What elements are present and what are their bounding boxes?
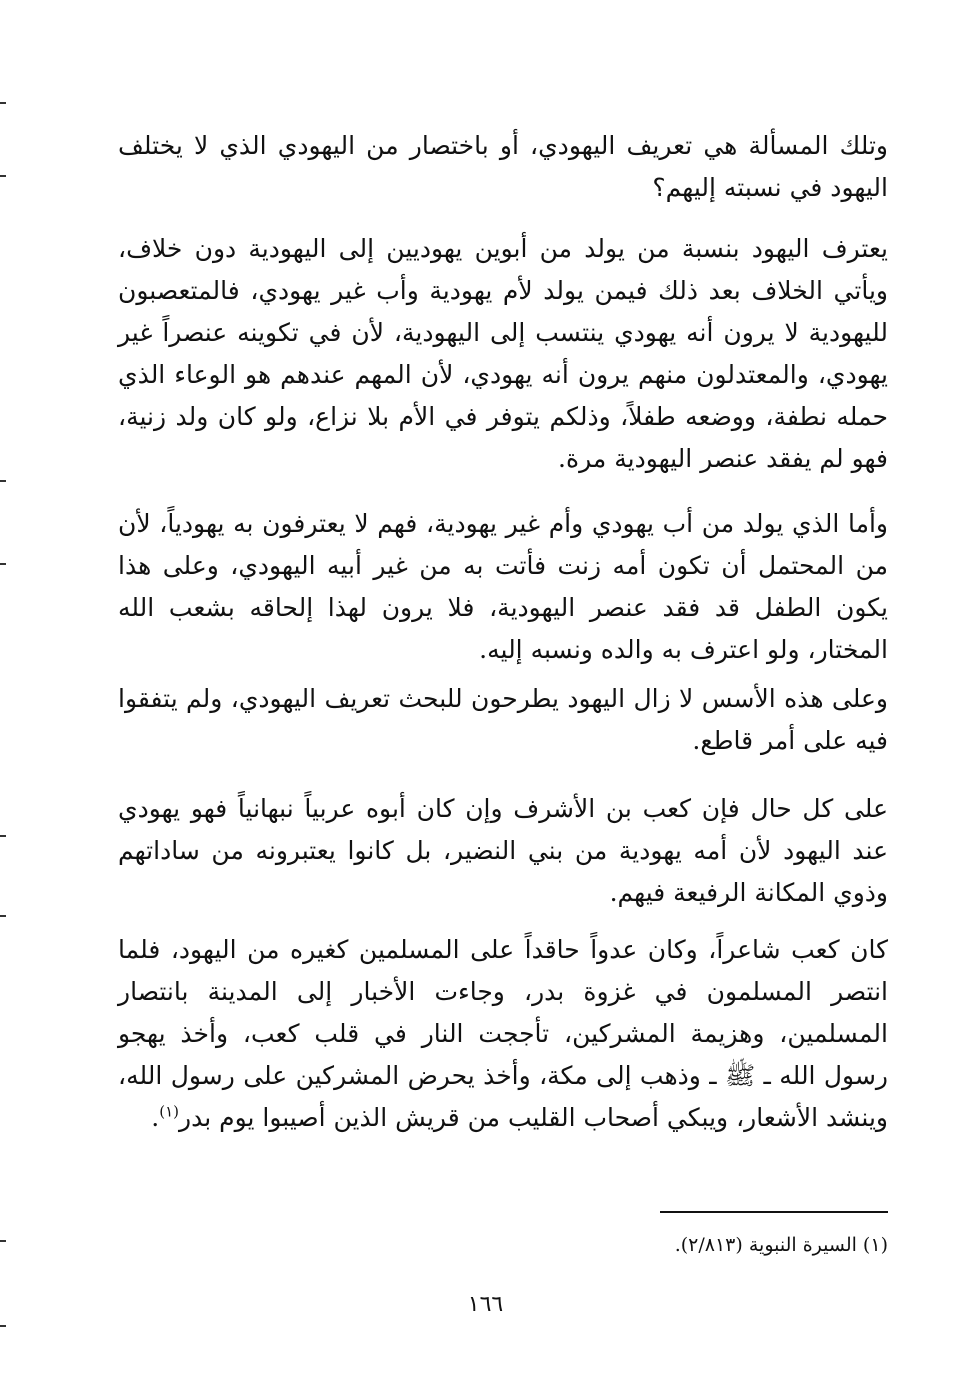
paragraph-3: وأما الذي يولد من أب يهودي وأم غير يهودية، فهم لا يعترفون به يهودياً، لأن من المحتمل أن تكون أمه زنت فأتت به من غير أبيه اليهودي، وعلى هذا يكون الطفل قد فقد عنصر اليهودية، فلا يرون لهذا إلحاقه بشعب الله المختار، ولو اعترف به والده ونسبه إليه. bbox=[118, 509, 888, 664]
scan-edge-mark bbox=[0, 563, 6, 565]
paragraph-6 bbox=[118, 929, 888, 1139]
scan-edge-mark bbox=[0, 835, 6, 837]
footnote-separator bbox=[660, 1211, 888, 1213]
scan-edge-mark bbox=[0, 175, 6, 177]
paragraph-6-text: كان كعب شاعراً، وكان عدواً حاقداً على المسلمين كغيره من اليهود، فلما انتصر المسلمون في غزوة بدر، وجاءت الأخبار إلى المدينة بانتصار المسلمين، وهزيمة المشركين، تأججت النار في قلب كعب، وأخذ يهجو رسول الله ـ ﷺ ـ وذهب إلى مكة، وأخذ يحرض المشركين على رسول الله، وينشد الأشعار، ويبكي أصحاب القليب من قريش الذين أصيبوا يوم بدر bbox=[118, 935, 888, 1132]
footnote-reference: (١) bbox=[159, 1102, 179, 1121]
paragraph-4: وعلى هذه الأسس لا زال اليهود يطرحون للبحث تعريف اليهودي، ولم يتفقوا فيه على أمر قاطع. bbox=[118, 684, 888, 755]
paragraph-5: على كل حال فإن كعب بن الأشرف وإن كان أبوه عربياً نبهانياً فهو يهودي عند اليهود لأن أمه يهودية من بني النضير، بل كانوا يعتبرونه من ساداتهم وذوي المكانة الرفيعة فيهم. bbox=[118, 794, 888, 907]
paragraph-6-period: . bbox=[151, 1103, 160, 1132]
paragraph-2: يعترف اليهود بنسبة من يولد من أبوين يهوديين إلى اليهودية دون خلاف، ويأتي الخلاف بعد ذلك فيمن يولد لأم يهودية وأب غير يهودي، فالمتعصبون لليهودية لا يرون أنه يهودي ينتسب إلى اليهودية، لأن في تكوينه عنصراً غير يهودي، والمعتدلون منهم يرون أنه يهودي، لأن المهم عندهم هو الوعاء الذي حمله نطفة، ووضعه طفلاً، وذلكم يتوفر في الأم بلا نزاع، ولو كان ولد زنية، فهو لم يفقد عنصر اليهودية مرة. bbox=[118, 234, 888, 473]
scan-edge-mark bbox=[0, 102, 6, 104]
scan-edge-mark bbox=[0, 915, 6, 917]
paragraph-1: وتلك المسألة هي تعريف اليهودي، أو باختصار من اليهودي الذي لا يختلف اليهود في نسبته إليهم؟ bbox=[118, 131, 888, 202]
scan-edge-mark bbox=[0, 1325, 6, 1327]
footnote: (١) السيرة النبوية (٢/٨١٣). bbox=[674, 1234, 888, 1256]
scan-edge-mark bbox=[0, 1240, 6, 1242]
scan-edge-mark bbox=[0, 480, 6, 482]
page-number: ١٦٦ bbox=[467, 1292, 504, 1317]
